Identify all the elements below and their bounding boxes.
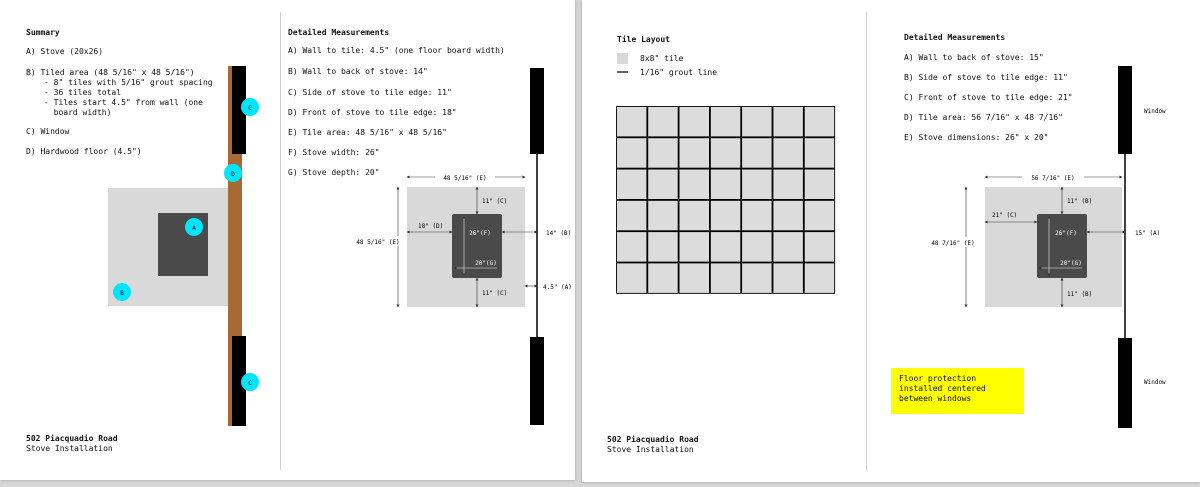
- dim2-stove-width-label: 26"(F): [1055, 230, 1077, 237]
- detail-g: G) Stove depth: 20": [288, 168, 380, 177]
- dim-side-top-label: 11" (C): [482, 198, 508, 205]
- marker-d: D: [231, 171, 235, 178]
- marker-c-top: C: [248, 105, 252, 112]
- marker-a: A: [192, 225, 196, 232]
- footer-address-2: 502 Piacquadio Road: [607, 435, 699, 444]
- dim-left-label: 48 5/16" (E): [356, 239, 400, 246]
- footer-address: 502 Piacquadio Road: [26, 434, 118, 443]
- dim-stove-depth-label: 20"(G): [475, 260, 497, 267]
- legend-tile-label: 8x8" tile: [640, 54, 684, 63]
- detail-window-bottom: [530, 337, 544, 425]
- detail-b: B) Wall to back of stove: 14": [288, 67, 428, 76]
- summary-sub-3: - Tiles start 4.5" from wall (one: [44, 98, 203, 107]
- dim2-side-top-label: 11" (B): [1067, 198, 1093, 205]
- summary-item-c: C) Window: [26, 127, 70, 136]
- detail2-window-bottom: [1118, 338, 1132, 428]
- summary-item-d: D) Hardwood floor (4.5"): [26, 147, 142, 156]
- dim-top-label: 48 5/16" (E): [443, 175, 487, 182]
- window-top-label: Window: [1144, 108, 1166, 115]
- detail2-window-top: [1118, 66, 1132, 154]
- summary-item-a: A) Stove (20x26): [26, 47, 104, 56]
- footer-subtitle: Stove Installation: [26, 444, 113, 453]
- detail-d: D) Front of stove to tile edge: 18": [288, 108, 457, 117]
- detail-c: C) Side of stove to tile edge: 11": [288, 88, 452, 97]
- floor-protection-note: Floor protection installed centered between windows: [891, 368, 1024, 414]
- summary-sub-2: - 36 tiles total: [44, 88, 122, 97]
- page-1: [0, 0, 575, 480]
- summary-sub-1: - 8" tiles with 5/16" grout spacing: [44, 78, 213, 87]
- detail2-d: D) Tile area: 56 7/16" x 48 7/16": [904, 113, 1063, 122]
- detailed-title: Detailed Measurements: [288, 28, 390, 37]
- detail-e: E) Tile area: 48 5/16" x 48 5/16": [288, 128, 447, 137]
- detail2-c: C) Front of stove to tile edge: 21": [904, 93, 1073, 102]
- detail2-b: B) Side of stove to tile edge: 11": [904, 73, 1068, 82]
- detail-f: F) Stove width: 26": [288, 148, 380, 157]
- detail-window-top: [530, 68, 544, 154]
- dim-wall-tile-label: 4.5" (A): [543, 284, 572, 291]
- dim2-stove-depth-label: 20"(G): [1060, 260, 1082, 267]
- dim2-left-label: 48 7/16" (E): [931, 240, 975, 247]
- detailed-measurement-diagram: [0, 0, 575, 480]
- dim2-top-label: 56 7/16" (E): [1031, 175, 1075, 182]
- summary-sub-4: board width): [44, 108, 112, 117]
- summary-item-b: B) Tiled area (48 5/16" x 48 5/16"): [26, 68, 195, 77]
- legend-grout-label: 1/16" grout line: [640, 68, 718, 77]
- footer-subtitle-2: Stove Installation: [607, 445, 694, 454]
- marker-b: B: [120, 290, 124, 297]
- marker-c-bottom: C: [248, 380, 252, 387]
- detail2-a: A) Wall to back of stove: 15": [904, 53, 1044, 62]
- dim-side-bottom-label: 11" (C): [482, 290, 508, 297]
- dim-front-label: 18" (D): [418, 223, 444, 230]
- dim2-wall-back-label: 15" (A): [1135, 230, 1161, 237]
- summary-title: Summary: [26, 28, 60, 37]
- dim-wall-back-label: 14" (B): [546, 230, 572, 237]
- window-bottom-label: Window: [1144, 379, 1166, 386]
- detail-a: A) Wall to tile: 4.5" (one floor board width): [288, 46, 505, 55]
- detail-stove: [452, 214, 502, 278]
- detailed-title-2: Detailed Measurements: [904, 33, 1006, 42]
- detail2-stove: [1037, 214, 1087, 278]
- page-2: [582, 0, 1200, 482]
- dim2-front-label: 21" (C): [992, 212, 1018, 219]
- dim-stove-width-label: 26"(F): [469, 230, 491, 237]
- tile-layout-title: Tile Layout: [617, 35, 670, 44]
- detail2-e: E) Stove dimensions: 26" x 20": [904, 133, 1049, 142]
- dim2-side-bottom-label: 11" (B): [1067, 291, 1093, 298]
